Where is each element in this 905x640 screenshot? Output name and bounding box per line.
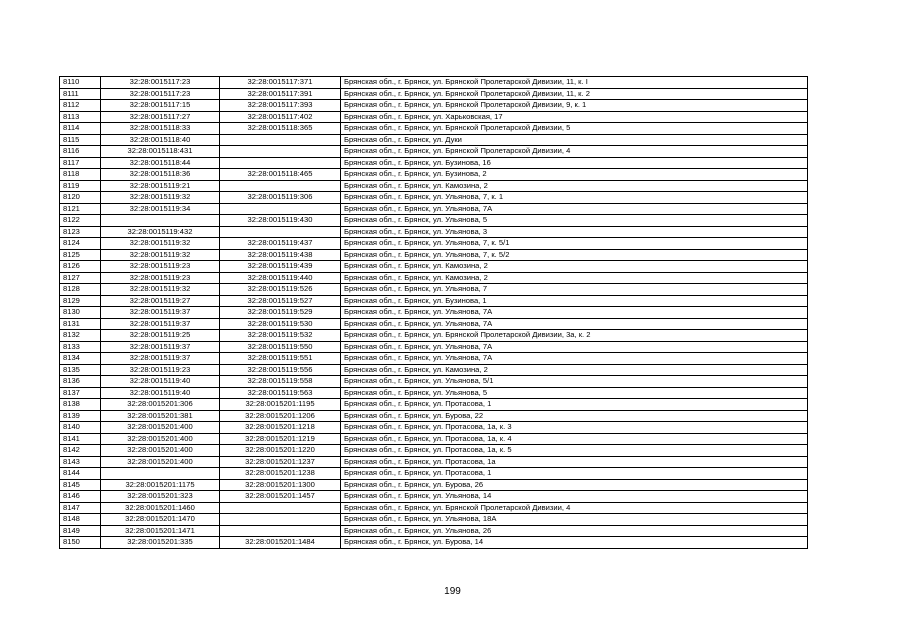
land-cadastral-number-cell: 32:28:0015119:40	[101, 376, 220, 388]
land-cadastral-number-cell: 32:28:0015201:1471	[101, 525, 220, 537]
land-cadastral-number-cell: 32:28:0015118:431	[101, 146, 220, 158]
row-number-cell: 8150	[60, 537, 101, 549]
building-cadastral-number-cell	[220, 203, 341, 215]
table-row	[60, 433, 808, 445]
address-cell: Брянская обл., г. Брянск, ул. Камозина, 2	[341, 364, 808, 376]
address-cell: Брянская обл., г. Брянск, ул. Ульянова, 5/1	[341, 376, 808, 388]
building-cadastral-number-cell: 32:28:0015201:1219	[220, 433, 341, 445]
land-cadastral-number-cell: 32:28:0015119:27	[101, 295, 220, 307]
row-number-cell: 8138	[60, 399, 101, 411]
table-row	[60, 203, 808, 215]
land-cadastral-number-cell: 32:28:0015118:33	[101, 123, 220, 135]
building-cadastral-number-cell: 32:28:0015119:550	[220, 341, 341, 353]
building-cadastral-number-cell: 32:28:0015118:465	[220, 169, 341, 181]
address-cell: Брянская обл., г. Брянск, ул. Протасова, 1	[341, 468, 808, 480]
address-cell: Брянская обл., г. Брянск, ул. Бурова, 26	[341, 479, 808, 491]
building-cadastral-number-cell: 32:28:0015201:1218	[220, 422, 341, 434]
building-cadastral-number-cell: 32:28:0015119:551	[220, 353, 341, 365]
row-number-cell: 8134	[60, 353, 101, 365]
address-cell: Брянская обл., г. Брянск, ул. Брянской Пролетарской Дивизии, 11, к. 2	[341, 88, 808, 100]
building-cadastral-number-cell: 32:28:0015119:558	[220, 376, 341, 388]
land-cadastral-number-cell: 32:28:0015117:27	[101, 111, 220, 123]
building-cadastral-number-cell: 32:28:0015201:1206	[220, 410, 341, 422]
building-cadastral-number-cell	[220, 514, 341, 526]
address-cell: Брянская обл., г. Брянск, ул. Протасова, 1а, к. 4	[341, 433, 808, 445]
page-number: 199	[444, 586, 461, 597]
building-cadastral-number-cell	[220, 180, 341, 192]
building-cadastral-number-cell: 32:28:0015117:391	[220, 88, 341, 100]
land-cadastral-number-cell: 32:28:0015201:400	[101, 456, 220, 468]
row-number-cell: 8140	[60, 422, 101, 434]
table-row	[60, 111, 808, 123]
row-number-cell: 8139	[60, 410, 101, 422]
table-row	[60, 192, 808, 204]
table-row	[60, 330, 808, 342]
table-row	[60, 353, 808, 365]
land-cadastral-number-cell	[101, 215, 220, 227]
building-cadastral-number-cell: 32:28:0015118:365	[220, 123, 341, 135]
row-number-cell: 8113	[60, 111, 101, 123]
cadastral-table	[59, 76, 808, 549]
address-cell: Брянская обл., г. Брянск, ул. Ульянова, 7А	[341, 341, 808, 353]
table-row	[60, 514, 808, 526]
address-cell: Брянская обл., г. Брянск, ул. Харьковская, 17	[341, 111, 808, 123]
building-cadastral-number-cell: 32:28:0015201:1237	[220, 456, 341, 468]
row-number-cell: 8136	[60, 376, 101, 388]
row-number-cell: 8118	[60, 169, 101, 181]
address-cell: Брянская обл., г. Брянск, ул. Ульянова, 7А	[341, 353, 808, 365]
building-cadastral-number-cell: 32:28:0015119:556	[220, 364, 341, 376]
land-cadastral-number-cell: 32:28:0015201:400	[101, 422, 220, 434]
land-cadastral-number-cell: 32:28:0015119:32	[101, 249, 220, 261]
table-row	[60, 387, 808, 399]
row-number-cell: 8110	[60, 77, 101, 89]
row-number-cell: 8117	[60, 157, 101, 169]
address-cell: Брянская обл., г. Брянск, ул. Брянской Пролетарской Дивизии, 3а, к. 2	[341, 330, 808, 342]
table-row	[60, 318, 808, 330]
row-number-cell: 8114	[60, 123, 101, 135]
row-number-cell: 8116	[60, 146, 101, 158]
address-cell: Брянская обл., г. Брянск, ул. Ульянова, 7, к. 5/2	[341, 249, 808, 261]
table-body	[60, 77, 808, 549]
address-cell: Брянская обл., г. Брянск, ул. Ульянова, 7А	[341, 318, 808, 330]
table-row	[60, 491, 808, 503]
row-number-cell: 8133	[60, 341, 101, 353]
row-number-cell: 8111	[60, 88, 101, 100]
building-cadastral-number-cell	[220, 226, 341, 238]
address-cell: Брянская обл., г. Брянск, ул. Ульянова, 7	[341, 284, 808, 296]
land-cadastral-number-cell: 32:28:0015201:400	[101, 445, 220, 457]
table-row	[60, 226, 808, 238]
building-cadastral-number-cell: 32:28:0015117:393	[220, 100, 341, 112]
land-cadastral-number-cell: 32:28:0015118:36	[101, 169, 220, 181]
building-cadastral-number-cell	[220, 157, 341, 169]
address-cell: Брянская обл., г. Брянск, ул. Ульянова, 5	[341, 215, 808, 227]
row-number-cell: 8145	[60, 479, 101, 491]
building-cadastral-number-cell: 32:28:0015119:563	[220, 387, 341, 399]
address-cell: Брянская обл., г. Брянск, ул. Ульянова, 7А	[341, 203, 808, 215]
land-cadastral-number-cell: 32:28:0015119:23	[101, 261, 220, 273]
table-row	[60, 479, 808, 491]
land-cadastral-number-cell: 32:28:0015201:400	[101, 433, 220, 445]
table-row	[60, 180, 808, 192]
building-cadastral-number-cell: 32:28:0015201:1300	[220, 479, 341, 491]
building-cadastral-number-cell: 32:28:0015119:439	[220, 261, 341, 273]
row-number-cell: 8149	[60, 525, 101, 537]
land-cadastral-number-cell: 32:28:0015201:1470	[101, 514, 220, 526]
table-row	[60, 272, 808, 284]
land-cadastral-number-cell: 32:28:0015119:40	[101, 387, 220, 399]
row-number-cell: 8115	[60, 134, 101, 146]
building-cadastral-number-cell: 32:28:0015201:1457	[220, 491, 341, 503]
land-cadastral-number-cell: 32:28:0015201:335	[101, 537, 220, 549]
land-cadastral-number-cell: 32:28:0015119:37	[101, 318, 220, 330]
row-number-cell: 8128	[60, 284, 101, 296]
table-row	[60, 502, 808, 514]
land-cadastral-number-cell	[101, 468, 220, 480]
address-cell: Брянская обл., г. Брянск, ул. Брянской Пролетарской Дивизии, 5	[341, 123, 808, 135]
building-cadastral-number-cell: 32:28:0015119:526	[220, 284, 341, 296]
address-cell: Брянская обл., г. Брянск, ул. Ульянова, 14	[341, 491, 808, 503]
building-cadastral-number-cell: 32:28:0015119:530	[220, 318, 341, 330]
row-number-cell: 8120	[60, 192, 101, 204]
building-cadastral-number-cell: 32:28:0015201:1238	[220, 468, 341, 480]
table-row	[60, 468, 808, 480]
table-row	[60, 169, 808, 181]
land-cadastral-number-cell: 32:28:0015201:1460	[101, 502, 220, 514]
building-cadastral-number-cell	[220, 134, 341, 146]
building-cadastral-number-cell: 32:28:0015119:529	[220, 307, 341, 319]
address-cell: Брянская обл., г. Брянск, ул. Ульянова, 26	[341, 525, 808, 537]
row-number-cell: 8148	[60, 514, 101, 526]
address-cell: Брянская обл., г. Брянск, ул. Ульянова, 7А	[341, 307, 808, 319]
building-cadastral-number-cell: 32:28:0015119:440	[220, 272, 341, 284]
building-cadastral-number-cell	[220, 525, 341, 537]
row-number-cell: 8147	[60, 502, 101, 514]
row-number-cell: 8142	[60, 445, 101, 457]
address-cell: Брянская обл., г. Брянск, ул. Брянской Пролетарской Дивизии, 4	[341, 146, 808, 158]
address-cell: Брянская обл., г. Брянск, ул. Камозина, 2	[341, 180, 808, 192]
land-cadastral-number-cell: 32:28:0015117:15	[101, 100, 220, 112]
land-cadastral-number-cell: 32:28:0015119:37	[101, 341, 220, 353]
table-row	[60, 100, 808, 112]
table-row	[60, 157, 808, 169]
row-number-cell: 8122	[60, 215, 101, 227]
table-row	[60, 249, 808, 261]
table-row	[60, 295, 808, 307]
land-cadastral-number-cell: 32:28:0015118:40	[101, 134, 220, 146]
row-number-cell: 8124	[60, 238, 101, 250]
table-row	[60, 134, 808, 146]
address-cell: Брянская обл., г. Брянск, ул. Протасова, 1	[341, 399, 808, 411]
row-number-cell: 8146	[60, 491, 101, 503]
row-number-cell: 8127	[60, 272, 101, 284]
land-cadastral-number-cell: 32:28:0015119:37	[101, 307, 220, 319]
building-cadastral-number-cell: 32:28:0015119:430	[220, 215, 341, 227]
table-row	[60, 376, 808, 388]
table-row	[60, 537, 808, 549]
table-row	[60, 341, 808, 353]
table-row	[60, 445, 808, 457]
land-cadastral-number-cell: 32:28:0015118:44	[101, 157, 220, 169]
address-cell: Брянская обл., г. Брянск, ул. Протасова, 1а, к. 3	[341, 422, 808, 434]
table-row	[60, 123, 808, 135]
row-number-cell: 8132	[60, 330, 101, 342]
land-cadastral-number-cell: 32:28:0015119:432	[101, 226, 220, 238]
address-cell: Брянская обл., г. Брянск, ул. Ульянова, 7, к. 5/1	[341, 238, 808, 250]
table-row	[60, 364, 808, 376]
land-cadastral-number-cell: 32:28:0015119:34	[101, 203, 220, 215]
building-cadastral-number-cell: 32:28:0015119:438	[220, 249, 341, 261]
address-cell: Брянская обл., г. Брянск, ул. Ульянова, 7, к. 1	[341, 192, 808, 204]
building-cadastral-number-cell	[220, 502, 341, 514]
table-row	[60, 525, 808, 537]
row-number-cell: 8121	[60, 203, 101, 215]
building-cadastral-number-cell: 32:28:0015201:1220	[220, 445, 341, 457]
row-number-cell: 8143	[60, 456, 101, 468]
row-number-cell: 8135	[60, 364, 101, 376]
table-row	[60, 146, 808, 158]
address-cell: Брянская обл., г. Брянск, ул. Ульянова, 3	[341, 226, 808, 238]
land-cadastral-number-cell: 32:28:0015201:323	[101, 491, 220, 503]
table-row	[60, 284, 808, 296]
table-row	[60, 307, 808, 319]
address-cell: Брянская обл., г. Брянск, ул. Бузинова, 1	[341, 295, 808, 307]
building-cadastral-number-cell: 32:28:0015119:532	[220, 330, 341, 342]
row-number-cell: 8130	[60, 307, 101, 319]
address-cell: Брянская обл., г. Брянск, ул. Камозина, 2	[341, 272, 808, 284]
row-number-cell: 8126	[60, 261, 101, 273]
building-cadastral-number-cell: 32:28:0015201:1484	[220, 537, 341, 549]
address-cell: Брянская обл., г. Брянск, ул. Бузинова, 2	[341, 169, 808, 181]
building-cadastral-number-cell: 32:28:0015119:437	[220, 238, 341, 250]
building-cadastral-number-cell: 32:28:0015117:371	[220, 77, 341, 89]
address-cell: Брянская обл., г. Брянск, ул. Ульянова, 18А	[341, 514, 808, 526]
land-cadastral-number-cell: 32:28:0015201:1175	[101, 479, 220, 491]
address-cell: Брянская обл., г. Брянск, ул. Камозина, 2	[341, 261, 808, 273]
land-cadastral-number-cell: 32:28:0015117:23	[101, 88, 220, 100]
address-cell: Брянская обл., г. Брянск, ул. Протасова, 1а	[341, 456, 808, 468]
land-cadastral-number-cell: 32:28:0015119:32	[101, 284, 220, 296]
row-number-cell: 8141	[60, 433, 101, 445]
row-number-cell: 8137	[60, 387, 101, 399]
table-row	[60, 238, 808, 250]
building-cadastral-number-cell: 32:28:0015119:306	[220, 192, 341, 204]
address-cell: Брянская обл., г. Брянск, ул. Ульянова, 5	[341, 387, 808, 399]
row-number-cell: 8112	[60, 100, 101, 112]
land-cadastral-number-cell: 32:28:0015119:32	[101, 192, 220, 204]
table-row	[60, 215, 808, 227]
land-cadastral-number-cell: 32:28:0015119:37	[101, 353, 220, 365]
table-row	[60, 410, 808, 422]
building-cadastral-number-cell: 32:28:0015201:1195	[220, 399, 341, 411]
land-cadastral-number-cell: 32:28:0015119:23	[101, 272, 220, 284]
row-number-cell: 8119	[60, 180, 101, 192]
building-cadastral-number-cell: 32:28:0015119:527	[220, 295, 341, 307]
table-row	[60, 422, 808, 434]
address-cell: Брянская обл., г. Брянск, ул. Бурова, 14	[341, 537, 808, 549]
land-cadastral-number-cell: 32:28:0015117:23	[101, 77, 220, 89]
land-cadastral-number-cell: 32:28:0015119:32	[101, 238, 220, 250]
building-cadastral-number-cell: 32:28:0015117:402	[220, 111, 341, 123]
building-cadastral-number-cell	[220, 146, 341, 158]
row-number-cell: 8131	[60, 318, 101, 330]
row-number-cell: 8123	[60, 226, 101, 238]
table-row	[60, 77, 808, 89]
land-cadastral-number-cell: 32:28:0015119:21	[101, 180, 220, 192]
address-cell: Брянская обл., г. Брянск, ул. Брянской Пролетарской Дивизии, 11, к. I	[341, 77, 808, 89]
table-row	[60, 399, 808, 411]
land-cadastral-number-cell: 32:28:0015201:306	[101, 399, 220, 411]
address-cell: Брянская обл., г. Брянск, ул. Бузинова, 16	[341, 157, 808, 169]
row-number-cell: 8129	[60, 295, 101, 307]
address-cell: Брянская обл., г. Брянск, ул. Брянской Пролетарской Дивизии, 4	[341, 502, 808, 514]
table-row	[60, 261, 808, 273]
row-number-cell: 8125	[60, 249, 101, 261]
table-row	[60, 456, 808, 468]
land-cadastral-number-cell: 32:28:0015119:23	[101, 364, 220, 376]
address-cell: Брянская обл., г. Брянск, ул. Протасова, 1а, к. 5	[341, 445, 808, 457]
land-cadastral-number-cell: 32:28:0015119:25	[101, 330, 220, 342]
address-cell: Брянская обл., г. Брянск, ул. Брянской Пролетарской Дивизии, 9, к. 1	[341, 100, 808, 112]
address-cell: Брянская обл., г. Брянск, ул. Дуки	[341, 134, 808, 146]
address-cell: Брянская обл., г. Брянск, ул. Бурова, 22	[341, 410, 808, 422]
row-number-cell: 8144	[60, 468, 101, 480]
table-row	[60, 88, 808, 100]
land-cadastral-number-cell: 32:28:0015201:381	[101, 410, 220, 422]
